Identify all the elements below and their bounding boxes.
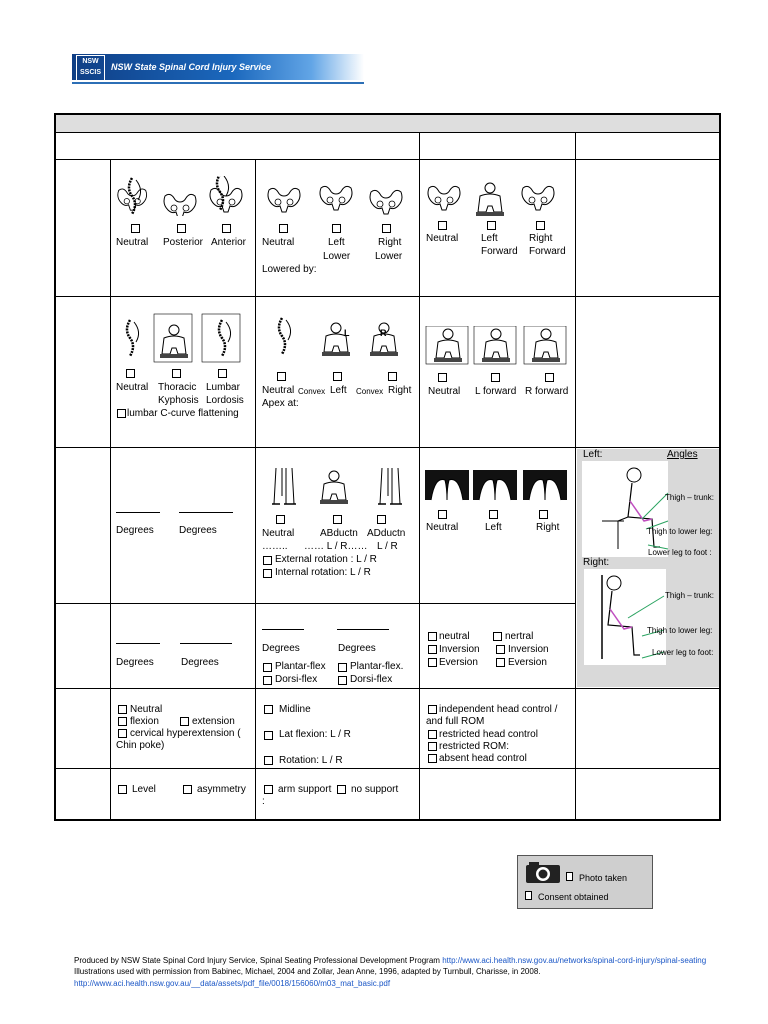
footer-text: Produced by NSW State Spinal Cord Injury Service, Spinal Seating Professional Development Program xyxy=(74,956,443,965)
pelvic-obliquity-neutral-checkbox[interactable] xyxy=(279,224,288,233)
table-line xyxy=(56,132,719,133)
pelvic-tilt-anterior-checkbox[interactable] xyxy=(222,224,231,233)
label: Photo taken xyxy=(579,873,628,883)
foot-eversion-left-checkbox[interactable] xyxy=(428,658,437,667)
foot-inversion-left-checkbox[interactable] xyxy=(428,645,437,654)
label: absent head control xyxy=(439,753,527,764)
label: Eversion xyxy=(508,657,547,668)
label: Thigh to lower leg: xyxy=(647,527,713,536)
label: restricted head control xyxy=(439,729,538,740)
label: Convex xyxy=(356,387,384,396)
hip-rotation-left-checkbox[interactable] xyxy=(489,510,498,519)
label: Degrees xyxy=(262,643,300,654)
table-line xyxy=(419,132,420,819)
label: Forward xyxy=(529,246,566,257)
absent-head-control-checkbox[interactable] xyxy=(428,754,437,763)
label: Inversion xyxy=(508,644,549,655)
label: Lowered by: xyxy=(262,264,317,275)
table-line xyxy=(110,159,111,819)
head-neutral-checkbox[interactable] xyxy=(118,705,127,714)
svg-text:L: L xyxy=(344,328,350,338)
label: Neutral xyxy=(426,522,459,533)
pelvic-tilt-posterior-checkbox[interactable] xyxy=(177,224,186,233)
label: Thigh – trunk: xyxy=(665,591,714,600)
label: ADductn xyxy=(367,528,406,539)
label: Thigh to lower leg: xyxy=(647,626,713,635)
hip-windswept-illustration xyxy=(425,468,571,502)
logo-text-nsw: NSW xyxy=(82,58,99,65)
hip-neutral-checkbox[interactable] xyxy=(276,515,285,524)
foot-neutral-right-checkbox[interactable] xyxy=(493,632,502,641)
label: Right xyxy=(378,237,402,248)
trunk-kyphosis-checkbox[interactable] xyxy=(172,369,181,378)
sscis-logo xyxy=(76,55,105,81)
head-extension-checkbox[interactable] xyxy=(180,717,189,726)
label: lumbar C-curve flattening xyxy=(127,408,239,419)
label: nertral xyxy=(505,631,534,642)
label: no support xyxy=(351,784,399,795)
foot-eversion-right-checkbox[interactable] xyxy=(496,658,505,667)
label: Neutral xyxy=(428,386,461,397)
restricted-head-control-checkbox[interactable] xyxy=(428,730,437,739)
label: and full ROM xyxy=(426,716,485,727)
label: Dorsi-flex xyxy=(350,674,393,685)
hip-abduct-checkbox[interactable] xyxy=(333,515,342,524)
label: Degrees xyxy=(116,525,154,536)
label: L / R xyxy=(377,541,398,552)
external-rotation-checkbox[interactable] xyxy=(263,556,272,565)
label: Thigh – trunk: xyxy=(665,493,714,502)
label: Neutral xyxy=(116,382,149,393)
table-line xyxy=(56,159,719,160)
label: Chin poke) xyxy=(116,740,165,751)
trunk-l-forward-checkbox[interactable] xyxy=(491,373,500,382)
label: Right xyxy=(536,522,560,533)
label: Neutral xyxy=(262,237,295,248)
label: Midline xyxy=(279,704,311,715)
label: Degrees xyxy=(179,525,217,536)
label: External rotation : L / R xyxy=(275,554,377,565)
cervical-hyperextension-checkbox[interactable] xyxy=(118,729,127,738)
label: Rotation: L / R xyxy=(279,755,343,766)
ankle-degrees-field-2[interactable] xyxy=(337,629,389,630)
label: independent head control / xyxy=(439,704,558,715)
hip-abduction-illustration xyxy=(262,464,412,508)
trunk-rotation-neutral-checkbox[interactable] xyxy=(438,373,447,382)
label: Neutral xyxy=(116,237,149,248)
label: L forward xyxy=(475,386,517,397)
pelvic-obliquity-left-checkbox[interactable] xyxy=(332,224,341,233)
consent-obtained-checkbox[interactable] xyxy=(525,891,532,900)
label: Plantar-flex. xyxy=(350,661,404,672)
ankle-degrees-field-1[interactable] xyxy=(262,629,304,630)
label: Lower leg to foot: xyxy=(652,648,714,657)
label: Angles xyxy=(667,449,698,460)
label: extension xyxy=(192,716,235,727)
label: Left xyxy=(328,237,345,248)
plantar-flex-right-checkbox[interactable] xyxy=(338,663,347,672)
dorsi-flex-right-checkbox[interactable] xyxy=(338,676,347,685)
label: Lat flexion: L / R xyxy=(279,729,351,740)
midline-checkbox[interactable] xyxy=(264,705,273,714)
trunk-sagittal-illustration xyxy=(116,312,250,364)
label: Thoracic xyxy=(158,382,197,393)
label: Neutral xyxy=(262,528,295,539)
footer-link-pdf[interactable]: http://www.aci.health.nsw.gov.au/__data/assets/pdf_file/0018/156060/m03_mat_basic.pdf xyxy=(74,979,391,988)
arm-support-checkbox[interactable] xyxy=(264,785,273,794)
header-title: NSW State Spinal Cord Injury Service xyxy=(111,62,272,72)
label: Consent obtained xyxy=(538,892,609,902)
label: Lordosis xyxy=(206,395,244,406)
convex-left-checkbox[interactable] xyxy=(333,372,342,381)
internal-rotation-checkbox[interactable] xyxy=(263,569,272,578)
label: ABductn xyxy=(320,528,358,539)
trunk-neutral-checkbox[interactable] xyxy=(126,369,135,378)
label: Right: xyxy=(583,557,610,568)
label: Degrees xyxy=(338,643,376,654)
knee-degrees-field-2[interactable] xyxy=(180,643,232,644)
label: Lower xyxy=(375,251,403,262)
label: Neutral xyxy=(130,704,163,715)
hip-adduct-checkbox[interactable] xyxy=(377,515,386,524)
label: Level xyxy=(132,784,156,795)
dorsi-flex-left-checkbox[interactable] xyxy=(263,676,272,685)
label: Neutral xyxy=(262,385,295,396)
pelvic-obliquity-right-checkbox[interactable] xyxy=(382,224,391,233)
label: Internal rotation: L / R xyxy=(275,567,371,578)
label: arm support xyxy=(278,784,332,795)
label: Dorsi-flex xyxy=(275,674,318,685)
pelvic-rotation-right-checkbox[interactable] xyxy=(536,221,545,230)
label: Lower xyxy=(323,251,351,262)
table-line xyxy=(56,296,719,297)
label: Left: xyxy=(583,449,603,460)
label: Kyphosis xyxy=(158,395,199,406)
knee-degrees-field-1[interactable] xyxy=(116,643,160,644)
label: Right xyxy=(529,233,553,244)
pelvic-rotation-neutral-checkbox[interactable] xyxy=(438,221,447,230)
footer-produced-by xyxy=(74,956,706,965)
label: restricted ROM: xyxy=(439,741,510,752)
svg-text:R: R xyxy=(380,328,387,338)
independent-head-control-checkbox[interactable] xyxy=(428,705,437,714)
label: Convex xyxy=(298,387,326,396)
label: …….. xyxy=(262,541,288,552)
pelvic-obliquity-illustration xyxy=(262,180,412,220)
label: Plantar-flex xyxy=(275,661,326,672)
table-line xyxy=(56,688,719,689)
label: Neutral xyxy=(426,233,459,244)
table-line xyxy=(255,159,256,819)
pelvic-tilt-neutral-checkbox[interactable] xyxy=(131,224,140,233)
hip-rotation-neutral-checkbox[interactable] xyxy=(438,510,447,519)
label: Apex at: xyxy=(262,398,299,409)
convex-right-checkbox[interactable] xyxy=(388,372,397,381)
pelvic-tilt-illustration xyxy=(116,176,248,216)
label: Anterior xyxy=(211,237,247,248)
pelvic-rotation-illustration xyxy=(424,180,564,220)
table-line xyxy=(575,132,576,819)
header-rule xyxy=(72,82,364,84)
table-line xyxy=(56,603,576,604)
lat-flexion-checkbox[interactable] xyxy=(264,731,273,740)
pelvic-rotation-left-checkbox[interactable] xyxy=(487,221,496,230)
trunk-frontal-illustration xyxy=(262,312,412,366)
photo-taken-checkbox[interactable] xyxy=(566,872,573,881)
no-support-checkbox[interactable] xyxy=(337,785,346,794)
label: Lumbar xyxy=(206,382,240,393)
label: cervical hyperextension ( xyxy=(130,728,241,739)
restricted-rom-checkbox[interactable] xyxy=(428,742,437,751)
label: …… L / R…… xyxy=(304,541,368,552)
hip-rotation-right-checkbox[interactable] xyxy=(539,510,548,519)
foot-neutral-left-checkbox[interactable] xyxy=(428,632,437,641)
footer-illustration-credit: Illustrations used with permission from Babinec, Michael, 2004 and Zollar, Jean Anne, 1996, adapted by Turnbull, Charisse, in 2008. xyxy=(74,967,541,976)
label: flexion xyxy=(130,716,159,727)
shoulder-level-checkbox[interactable] xyxy=(118,785,127,794)
logo-text-sscis: SSCIS xyxy=(79,69,101,76)
label: Left xyxy=(330,385,347,396)
label: Eversion xyxy=(439,657,478,668)
label: : xyxy=(262,796,265,807)
shoulder-asymmetry-checkbox[interactable] xyxy=(183,785,192,794)
head-flexion-checkbox[interactable] xyxy=(118,717,127,726)
hip-degrees-field-2[interactable] xyxy=(179,512,233,513)
foot-inversion-right-checkbox[interactable] xyxy=(496,645,505,654)
camera-icon xyxy=(525,860,561,884)
label: neutral xyxy=(439,631,470,642)
hip-degrees-field-1[interactable] xyxy=(116,512,160,513)
label: asymmetry xyxy=(197,784,246,795)
label: Forward xyxy=(481,246,518,257)
lumbar-flattening-checkbox[interactable] xyxy=(117,409,126,418)
plantar-flex-left-checkbox[interactable] xyxy=(263,663,272,672)
table-line xyxy=(56,768,719,769)
rotation-checkbox[interactable] xyxy=(264,756,273,765)
trunk-r-forward-checkbox[interactable] xyxy=(545,373,554,382)
trunk-frontal-neutral-checkbox[interactable] xyxy=(277,372,286,381)
label: Left xyxy=(481,233,498,244)
label: Lower leg to foot : xyxy=(648,548,712,557)
label: Left xyxy=(485,522,502,533)
footer-link-spinal-seating[interactable]: http://www.aci.health.nsw.gov.au/networks/spinal-cord-injury/spinal-seating xyxy=(442,956,707,965)
label: R forward xyxy=(525,386,569,397)
trunk-rotation-illustration xyxy=(424,326,570,366)
label: Posterior xyxy=(163,237,204,248)
label: Right xyxy=(388,385,412,396)
label: Degrees xyxy=(116,657,154,668)
label: Degrees xyxy=(181,657,219,668)
trunk-lordosis-checkbox[interactable] xyxy=(218,369,227,378)
label: Inversion xyxy=(439,644,480,655)
table-line xyxy=(56,447,719,448)
